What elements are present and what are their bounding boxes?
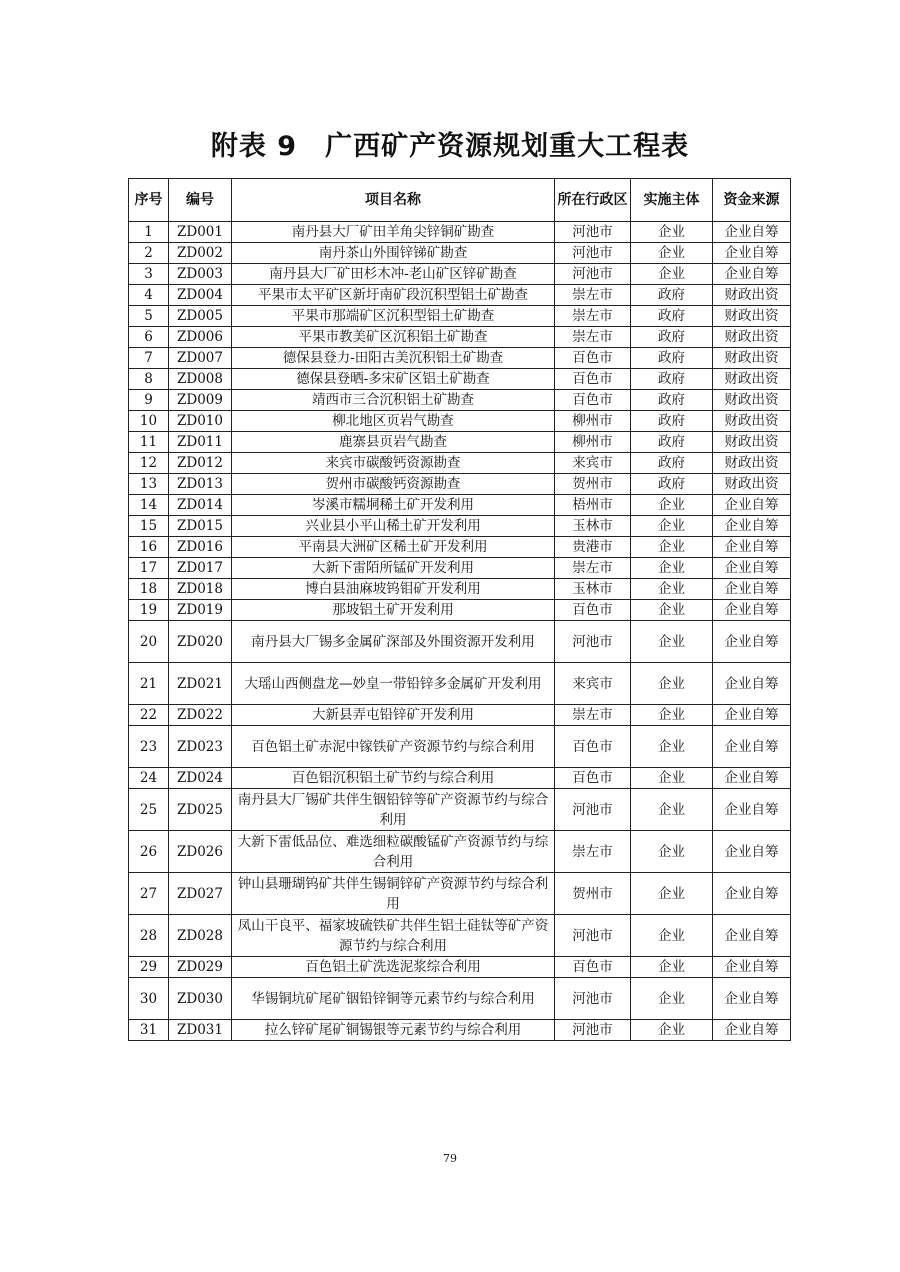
table-row [129, 558, 791, 579]
header-name: 项目名称 [232, 179, 555, 222]
cell-name: 大新县弄屯铅锌矿开发利用 [232, 705, 555, 726]
cell-region: 崇左市 [555, 327, 631, 348]
cell-region: 河池市 [555, 222, 631, 243]
cell-region: 贺州市 [555, 873, 631, 915]
cell-entity: 企业 [631, 831, 713, 873]
cell-seq: 14 [129, 495, 169, 516]
cell-name: 华锡铜坑矿尾矿铟铅锌铜等元素节约与综合利用 [232, 978, 555, 1020]
cell-seq: 17 [129, 558, 169, 579]
cell-entity: 企业 [631, 264, 713, 285]
cell-funding: 企业自筹 [713, 768, 791, 789]
table-row [129, 432, 791, 453]
cell-entity: 企业 [631, 579, 713, 600]
cell-funding: 企业自筹 [713, 495, 791, 516]
cell-code: ZD030 [169, 978, 232, 1020]
cell-entity: 政府 [631, 327, 713, 348]
cell-funding: 企业自筹 [713, 579, 791, 600]
cell-funding: 企业自筹 [713, 558, 791, 579]
cell-region: 崇左市 [555, 558, 631, 579]
cell-region: 河池市 [555, 621, 631, 663]
cell-funding: 财政出资 [713, 369, 791, 390]
cell-funding: 财政出资 [713, 411, 791, 432]
cell-funding: 企业自筹 [713, 264, 791, 285]
cell-name: 德保县登晒-多宋矿区铝土矿勘查 [232, 369, 555, 390]
cell-seq: 26 [129, 831, 169, 873]
cell-seq: 24 [129, 768, 169, 789]
table-row [129, 705, 791, 726]
cell-name: 来宾市碳酸钙资源勘查 [232, 453, 555, 474]
cell-name: 大瑶山西侧盘龙—妙皇一带铅锌多金属矿开发利用 [232, 663, 555, 705]
cell-name: 靖西市三合沉积铝土矿勘查 [232, 390, 555, 411]
header-code: 编号 [169, 179, 232, 222]
cell-entity: 企业 [631, 537, 713, 558]
cell-entity: 政府 [631, 453, 713, 474]
cell-funding: 财政出资 [713, 390, 791, 411]
cell-region: 河池市 [555, 978, 631, 1020]
cell-seq: 23 [129, 726, 169, 768]
table-row [129, 306, 791, 327]
cell-name: 贺州市碳酸钙资源勘查 [232, 474, 555, 495]
cell-name: 百色铝土矿赤泥中镓铁矿产资源节约与综合利用 [232, 726, 555, 768]
cell-region: 百色市 [555, 768, 631, 789]
cell-funding: 财政出资 [713, 327, 791, 348]
cell-name: 凤山干良平、福家坡硫铁矿共伴生铝土硅钛等矿产资源节约与综合利用 [232, 915, 555, 957]
cell-funding: 企业自筹 [713, 789, 791, 831]
cell-funding: 企业自筹 [713, 621, 791, 663]
cell-funding: 企业自筹 [713, 957, 791, 978]
cell-region: 柳州市 [555, 411, 631, 432]
cell-name: 平果市太平矿区新圩南矿段沉积型铝土矿勘查 [232, 285, 555, 306]
cell-name: 大新下雷低品位、难选细粒碳酸锰矿产资源节约与综合利用 [232, 831, 555, 873]
page-title: 附表 9 广西矿产资源规划重大工程表 [210, 131, 690, 162]
cell-funding: 企业自筹 [713, 873, 791, 915]
cell-seq: 9 [129, 390, 169, 411]
cell-code: ZD026 [169, 831, 232, 873]
cell-entity: 企业 [631, 978, 713, 1020]
cell-code: ZD011 [169, 432, 232, 453]
cell-seq: 8 [129, 369, 169, 390]
cell-code: ZD006 [169, 327, 232, 348]
cell-seq: 13 [129, 474, 169, 495]
cell-funding: 企业自筹 [713, 705, 791, 726]
cell-region: 崇左市 [555, 705, 631, 726]
cell-funding: 企业自筹 [713, 243, 791, 264]
cell-region: 百色市 [555, 390, 631, 411]
cell-code: ZD001 [169, 222, 232, 243]
cell-funding: 财政出资 [713, 348, 791, 369]
cell-region: 河池市 [555, 264, 631, 285]
cell-name: 岑溪市糯垌稀土矿开发利用 [232, 495, 555, 516]
table-row [129, 978, 791, 1020]
cell-code: ZD023 [169, 726, 232, 768]
cell-code: ZD029 [169, 957, 232, 978]
cell-code: ZD013 [169, 474, 232, 495]
table-row [129, 222, 791, 243]
cell-entity: 政府 [631, 348, 713, 369]
cell-region: 贺州市 [555, 474, 631, 495]
cell-region: 来宾市 [555, 663, 631, 705]
cell-entity: 企业 [631, 621, 713, 663]
table-row [129, 264, 791, 285]
table-row [129, 537, 791, 558]
cell-code: ZD009 [169, 390, 232, 411]
cell-name: 柳北地区页岩气勘查 [232, 411, 555, 432]
cell-code: ZD020 [169, 621, 232, 663]
page-number: 79 [443, 1152, 457, 1165]
cell-name: 南丹茶山外围锌锑矿勘查 [232, 243, 555, 264]
cell-name: 德保县登力-田阳古美沉积铝土矿勘查 [232, 348, 555, 369]
cell-name: 南丹县大厂锡多金属矿深部及外围资源开发利用 [232, 621, 555, 663]
table-row [129, 600, 791, 621]
cell-entity: 企业 [631, 873, 713, 915]
cell-name: 百色铝土矿洗选泥浆综合利用 [232, 957, 555, 978]
table-row [129, 495, 791, 516]
cell-region: 百色市 [555, 369, 631, 390]
cell-seq: 18 [129, 579, 169, 600]
cell-code: ZD028 [169, 915, 232, 957]
cell-entity: 企业 [631, 705, 713, 726]
cell-seq: 31 [129, 1020, 169, 1041]
table-row [129, 516, 791, 537]
cell-code: ZD022 [169, 705, 232, 726]
cell-funding: 财政出资 [713, 432, 791, 453]
cell-code: ZD005 [169, 306, 232, 327]
cell-funding: 财政出资 [713, 285, 791, 306]
cell-seq: 11 [129, 432, 169, 453]
cell-seq: 21 [129, 663, 169, 705]
cell-entity: 政府 [631, 411, 713, 432]
cell-region: 百色市 [555, 600, 631, 621]
table-row [129, 831, 791, 873]
cell-funding: 财政出资 [713, 306, 791, 327]
cell-seq: 22 [129, 705, 169, 726]
cell-entity: 企业 [631, 789, 713, 831]
cell-name: 南丹县大厂矿田羊角尖锌铜矿勘查 [232, 222, 555, 243]
cell-funding: 企业自筹 [713, 915, 791, 957]
cell-entity: 企业 [631, 663, 713, 705]
cell-region: 玉林市 [555, 516, 631, 537]
cell-seq: 10 [129, 411, 169, 432]
table-row [129, 348, 791, 369]
table-row [129, 663, 791, 705]
cell-seq: 16 [129, 537, 169, 558]
cell-entity: 政府 [631, 369, 713, 390]
cell-name: 平南县大洲矿区稀土矿开发利用 [232, 537, 555, 558]
cell-funding: 企业自筹 [713, 831, 791, 873]
cell-code: ZD021 [169, 663, 232, 705]
cell-seq: 15 [129, 516, 169, 537]
table-row [129, 243, 791, 264]
cell-entity: 企业 [631, 495, 713, 516]
cell-seq: 20 [129, 621, 169, 663]
cell-region: 来宾市 [555, 453, 631, 474]
cell-name: 百色铝沉积铝土矿节约与综合利用 [232, 768, 555, 789]
cell-funding: 企业自筹 [713, 222, 791, 243]
table-header-row [129, 179, 791, 222]
table-row [129, 327, 791, 348]
cell-region: 柳州市 [555, 432, 631, 453]
table-body [129, 222, 791, 1041]
cell-entity: 政府 [631, 432, 713, 453]
cell-code: ZD017 [169, 558, 232, 579]
projects-table [128, 178, 791, 1041]
table-row [129, 915, 791, 957]
table-row [129, 411, 791, 432]
cell-code: ZD012 [169, 453, 232, 474]
cell-code: ZD019 [169, 600, 232, 621]
cell-code: ZD010 [169, 411, 232, 432]
cell-seq: 25 [129, 789, 169, 831]
cell-region: 崇左市 [555, 285, 631, 306]
cell-entity: 企业 [631, 516, 713, 537]
cell-entity: 企业 [631, 915, 713, 957]
header-entity: 实施主体 [631, 179, 713, 222]
cell-entity: 企业 [631, 222, 713, 243]
cell-code: ZD018 [169, 579, 232, 600]
cell-region: 河池市 [555, 1020, 631, 1041]
cell-code: ZD004 [169, 285, 232, 306]
cell-entity: 企业 [631, 726, 713, 768]
cell-name: 兴业县小平山稀土矿开发利用 [232, 516, 555, 537]
cell-entity: 企业 [631, 1020, 713, 1041]
cell-seq: 30 [129, 978, 169, 1020]
cell-region: 河池市 [555, 789, 631, 831]
cell-seq: 27 [129, 873, 169, 915]
header-funding: 资金来源 [713, 179, 791, 222]
cell-seq: 5 [129, 306, 169, 327]
header-seq: 序号 [129, 179, 169, 222]
cell-code: ZD024 [169, 768, 232, 789]
cell-code: ZD008 [169, 369, 232, 390]
table-row [129, 369, 791, 390]
header-region: 所在行政区 [555, 179, 631, 222]
cell-name: 平果市教美矿区沉积铝土矿勘查 [232, 327, 555, 348]
cell-region: 玉林市 [555, 579, 631, 600]
cell-funding: 财政出资 [713, 453, 791, 474]
cell-region: 贵港市 [555, 537, 631, 558]
table-row [129, 390, 791, 411]
cell-seq: 1 [129, 222, 169, 243]
cell-code: ZD014 [169, 495, 232, 516]
cell-region: 百色市 [555, 726, 631, 768]
cell-code: ZD031 [169, 1020, 232, 1041]
cell-region: 河池市 [555, 243, 631, 264]
cell-seq: 7 [129, 348, 169, 369]
cell-funding: 企业自筹 [713, 1020, 791, 1041]
cell-funding: 企业自筹 [713, 537, 791, 558]
cell-code: ZD016 [169, 537, 232, 558]
cell-seq: 3 [129, 264, 169, 285]
table-row [129, 957, 791, 978]
cell-seq: 19 [129, 600, 169, 621]
cell-funding: 财政出资 [713, 474, 791, 495]
table-row [129, 579, 791, 600]
cell-entity: 政府 [631, 390, 713, 411]
cell-seq: 6 [129, 327, 169, 348]
cell-entity: 企业 [631, 768, 713, 789]
cell-name: 大新下雷陌所锰矿开发利用 [232, 558, 555, 579]
cell-funding: 企业自筹 [713, 600, 791, 621]
cell-region: 崇左市 [555, 306, 631, 327]
cell-code: ZD025 [169, 789, 232, 831]
table-row [129, 285, 791, 306]
table-row [129, 474, 791, 495]
cell-region: 崇左市 [555, 831, 631, 873]
cell-region: 河池市 [555, 915, 631, 957]
cell-entity: 政府 [631, 474, 713, 495]
cell-code: ZD002 [169, 243, 232, 264]
cell-code: ZD015 [169, 516, 232, 537]
table-row [129, 726, 791, 768]
cell-seq: 2 [129, 243, 169, 264]
table-row [129, 789, 791, 831]
cell-entity: 政府 [631, 306, 713, 327]
cell-region: 百色市 [555, 957, 631, 978]
cell-entity: 企业 [631, 957, 713, 978]
cell-name: 南丹县大厂锡矿共伴生铟铅锌等矿产资源节约与综合利用 [232, 789, 555, 831]
cell-entity: 企业 [631, 558, 713, 579]
cell-seq: 29 [129, 957, 169, 978]
table-row [129, 768, 791, 789]
table-row [129, 1020, 791, 1041]
cell-funding: 企业自筹 [713, 663, 791, 705]
cell-code: ZD007 [169, 348, 232, 369]
cell-name: 鹿寨县页岩气勘查 [232, 432, 555, 453]
cell-entity: 政府 [631, 285, 713, 306]
table-row [129, 621, 791, 663]
cell-seq: 28 [129, 915, 169, 957]
cell-code: ZD003 [169, 264, 232, 285]
cell-seq: 12 [129, 453, 169, 474]
cell-code: ZD027 [169, 873, 232, 915]
cell-name: 平果市那端矿区沉积型铝土矿勘查 [232, 306, 555, 327]
cell-name: 钟山县珊瑚钨矿共伴生锡铜锌矿产资源节约与综合利用 [232, 873, 555, 915]
cell-name: 博白县油麻坡钨钼矿开发利用 [232, 579, 555, 600]
cell-name: 南丹县大厂矿田杉木冲-老山矿区锌矿勘查 [232, 264, 555, 285]
cell-entity: 企业 [631, 600, 713, 621]
cell-seq: 4 [129, 285, 169, 306]
cell-name: 拉么锌矿尾矿铜锡银等元素节约与综合利用 [232, 1020, 555, 1041]
cell-entity: 企业 [631, 243, 713, 264]
table-row [129, 873, 791, 915]
cell-name: 那坡铝土矿开发利用 [232, 600, 555, 621]
table-row [129, 453, 791, 474]
cell-funding: 企业自筹 [713, 516, 791, 537]
cell-funding: 企业自筹 [713, 978, 791, 1020]
cell-region: 梧州市 [555, 495, 631, 516]
cell-funding: 企业自筹 [713, 726, 791, 768]
cell-region: 百色市 [555, 348, 631, 369]
